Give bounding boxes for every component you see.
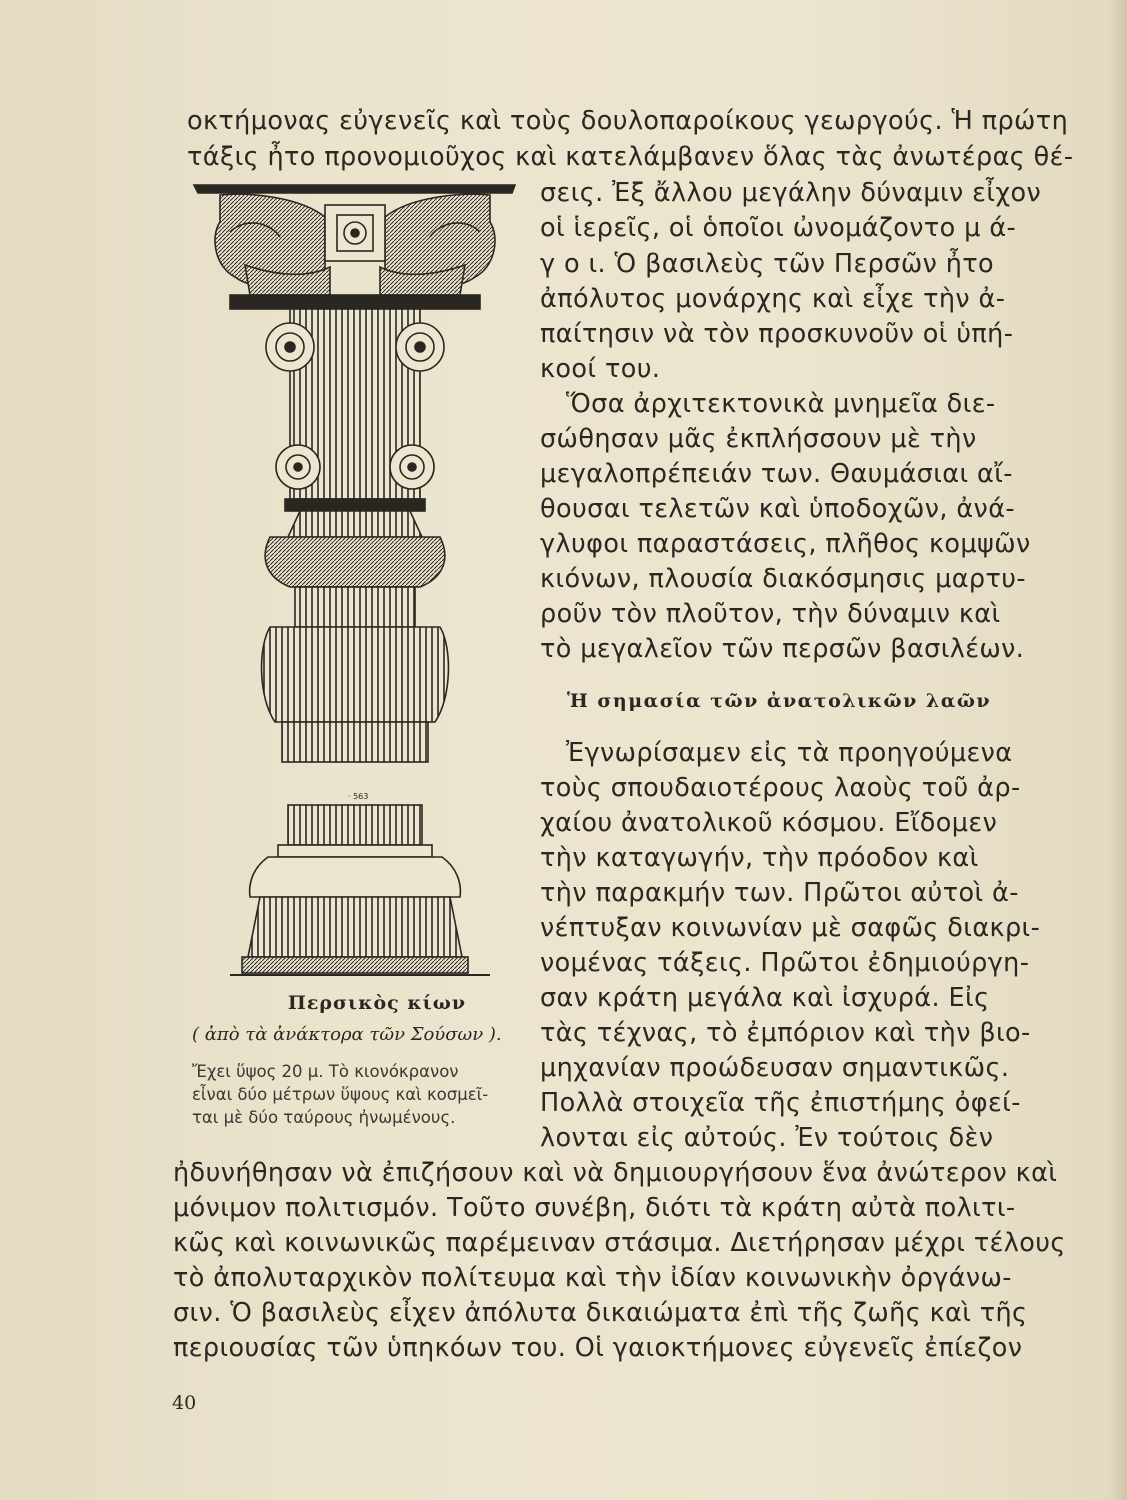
section-heading: Ἡ σημασία τῶν ἀνατολικῶν λαῶν xyxy=(567,690,992,712)
text-line: γλυφοι παραστάσεις, πλῆθος κομψῶν xyxy=(540,529,1031,559)
text-line: μόνιμον πολιτισμόν. Τοῦτο συνέβη, διότι τὰ κράτη αὐτὰ πολιτι- xyxy=(173,1193,1016,1223)
text-line: λονται εἰς αὐτούς. Ἐν τούτοις δὲν xyxy=(540,1123,994,1153)
text-line: γ ο ι. Ὁ βασιλεὺς τῶν Περσῶν ἦτο xyxy=(540,249,995,279)
svg-text:· 563: · 563 xyxy=(348,792,369,801)
figure-caption-note: Ἔχει ὕψος 20 μ. Τὸ κιονόκρανον xyxy=(192,1062,459,1081)
text-line: σαν κράτη μεγάλα καὶ ἰσχυρά. Εἰς xyxy=(540,983,990,1013)
text-line: οκτήμονας εὐγενεῖς καὶ τοὺς δουλοπαροίκους γεωργούς. Ἡ πρώτη xyxy=(187,106,1069,136)
text-line: Ὅσα ἀρχιτεκτονικὰ μνημεῖα διε- xyxy=(566,389,996,419)
figure-caption-source: ( ἀπὸ τὰ ἀνάκτορα τῶν Σούσων ). xyxy=(192,1024,502,1045)
text-line: παίτησιν νὰ τὸν προσκυνοῦν οἱ ὑπή- xyxy=(540,319,1014,349)
text-line: οἱ ἱερεῖς, οἱ ὁποῖοι ὠνομάζοντο μ ά- xyxy=(540,213,1017,243)
text-line: κῶς καὶ κοινωνικῶς παρέμειναν στάσιμα. Διετήρησαν μέχρι τέλους xyxy=(173,1228,1066,1258)
text-line: τὰς τέχνας, τὸ ἐμπόριον καὶ τὴν βιο- xyxy=(540,1018,1031,1048)
text-line: σιν. Ὁ βασιλεὺς εἶχεν ἀπόλυτα δικαιώματα ἐπὶ τῆς ζωῆς καὶ τῆς xyxy=(173,1298,1028,1328)
text-line: νομένας τάξεις. Πρῶτοι ἐδημιούργη- xyxy=(540,948,1030,978)
figure-caption-note: ται μὲ δύο ταύρους ἠνωμένους. xyxy=(192,1108,456,1127)
text-line: Πολλὰ στοιχεῖα τῆς ἐπιστήμης ὀφεί- xyxy=(540,1088,1021,1118)
text-line: περιουσίας τῶν ὑπηκόων του. Οἱ γαιοκτήμονες εὐγενεῖς ἐπίεζον xyxy=(173,1333,1023,1363)
text-line: σώθησαν μᾶς ἐκπλήσσουν μὲ τὴν xyxy=(540,424,977,454)
text-line: θουσαι τελετῶν καὶ ὑποδοχῶν, ἀνά- xyxy=(540,494,1016,524)
text-line: Ἐγνωρίσαμεν εἰς τὰ προηγούμενα xyxy=(566,738,1013,768)
text-line: κοοί του. xyxy=(540,354,661,384)
text-line: τοὺς σπουδαιοτέρους λαοὺς τοῦ ἀρ- xyxy=(540,773,1021,803)
figure-caption-title: Περσικὸς κίων xyxy=(287,992,467,1014)
text-line: μηχανίαν προώδευσαν σημαντικῶς. xyxy=(540,1053,1010,1083)
text-line: σεις. Ἐξ ἄλλου μεγάλην δύναμιν εἶχον xyxy=(540,178,1042,208)
text-line: τὴν καταγωγήν, τὴν πρόοδον καὶ xyxy=(540,843,979,873)
text-line: τάξις ἦτο προνομιοῦχος καὶ κατελάμβανεν ὅλας τὰς ἀνωτέρας θέ- xyxy=(187,142,1074,172)
text-line: νέπτυξαν κοινωνίαν μὲ σαφῶς διακρι- xyxy=(540,913,1041,943)
text-line: κιόνων, πλουσία διακόσμησις μαρτυ- xyxy=(540,564,1027,594)
text-line: χαίου ἀνατολικοῦ κόσμου. Εἴδομεν xyxy=(540,808,998,838)
page-number: 40 xyxy=(172,1392,197,1414)
text-line: τὴν παρακμήν των. Πρῶτοι αὐτοὶ ἀ- xyxy=(540,878,1019,908)
text-line: ἀπόλυτος μονάρχης καὶ εἶχε τὴν ἀ- xyxy=(540,284,1006,314)
text-line: τὸ μεγαλεῖον τῶν περσῶν βασιλέων. xyxy=(540,634,1025,664)
figure-caption-note: εἶναι δύο μέτρων ὕψους καὶ κοσμεῖ- xyxy=(192,1085,489,1104)
text-line: ἠδυνήθησαν νὰ ἐπιζήσουν καὶ νὰ δημιουργήσουν ἕνα ἀνώτερον καὶ xyxy=(173,1158,1058,1188)
text-line: ροῦν τὸν πλοῦτον, τὴν δύναμιν καὶ xyxy=(540,599,1001,629)
text-line: μεγαλοπρέπειάν των. Θαυμάσιαι αἴ- xyxy=(540,459,1013,489)
text-line: τὸ ἀπολυταρχικὸν πολίτευμα καὶ τὴν ἰδίαν κοινωνικὴν ὀργάνω- xyxy=(173,1263,1012,1293)
persian-column-illustration xyxy=(190,177,525,982)
